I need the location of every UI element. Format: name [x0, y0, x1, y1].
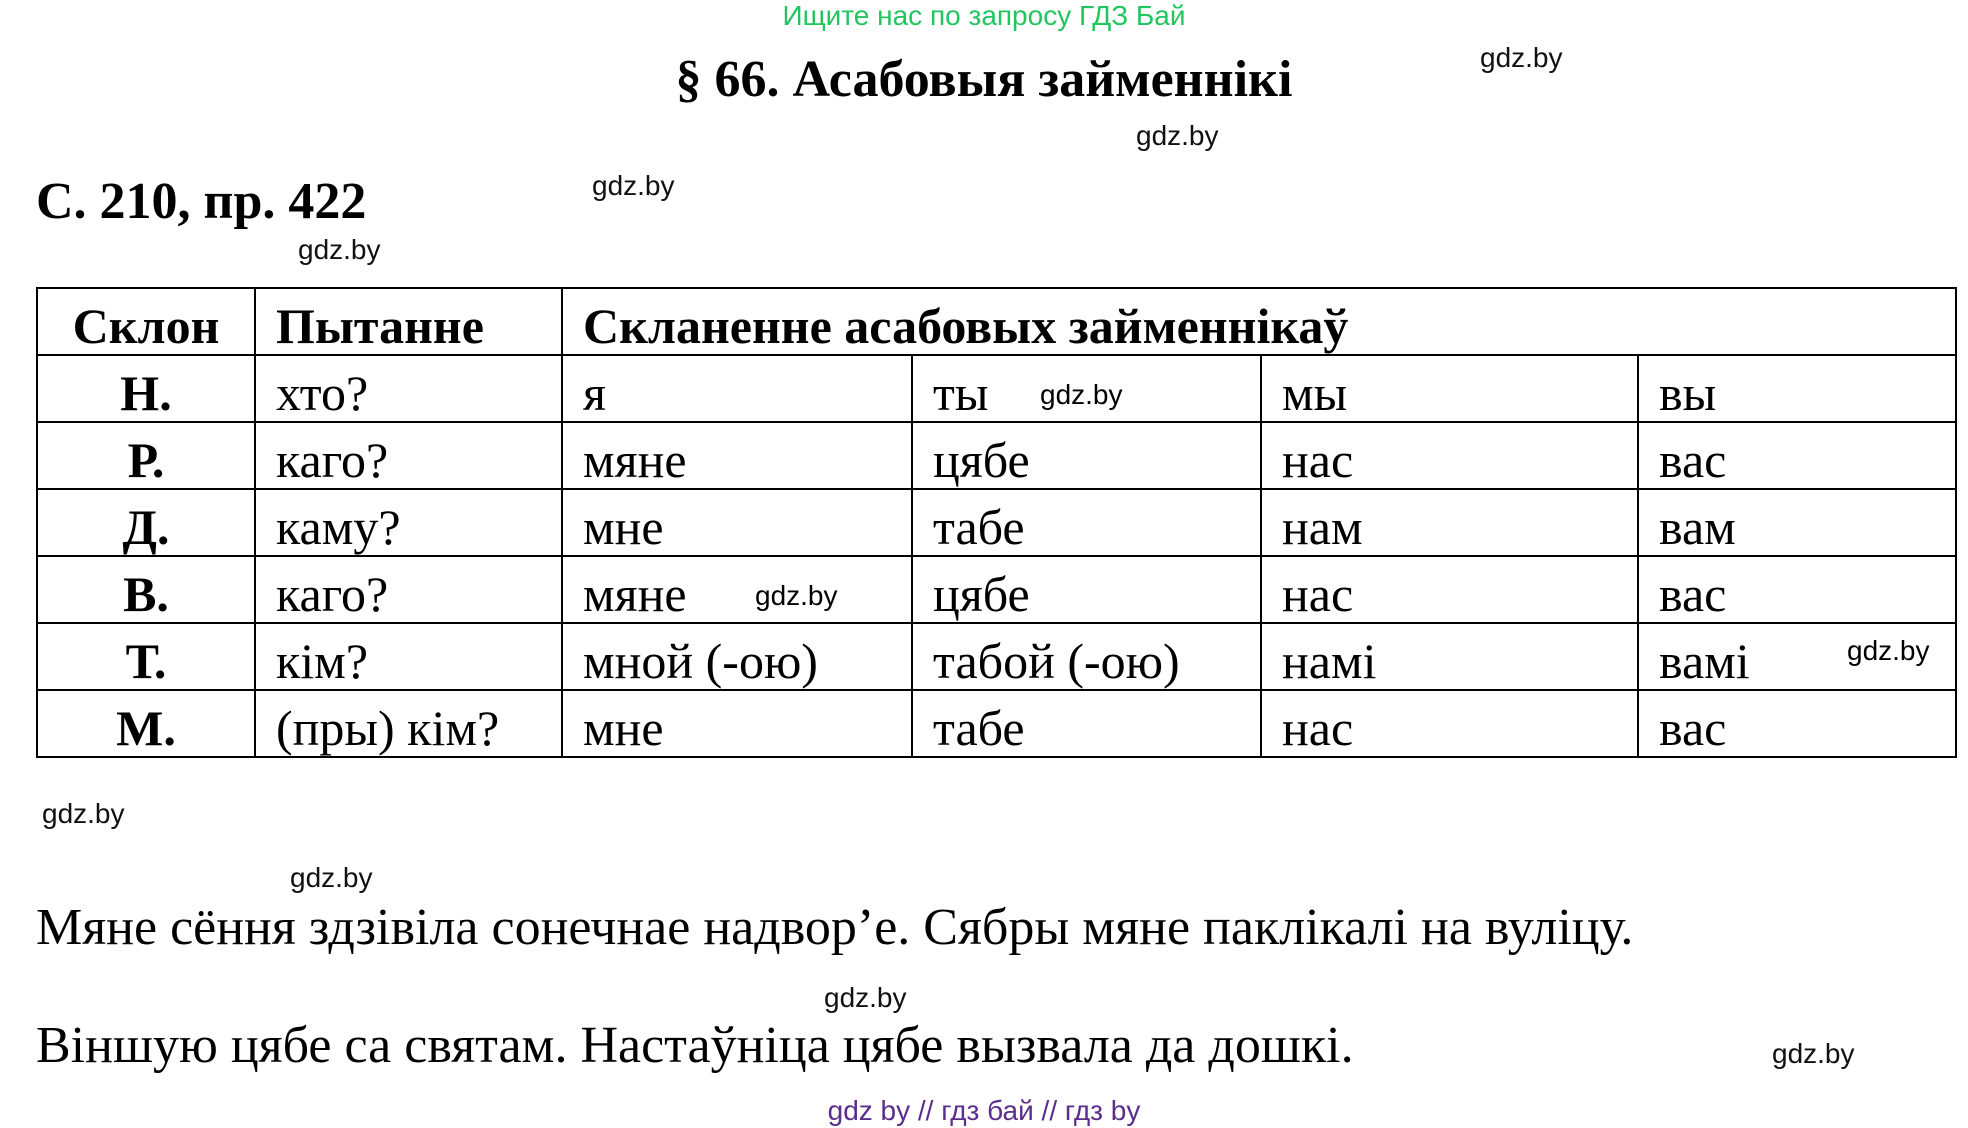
- declension-table: [36, 287, 1957, 758]
- pronoun-cell-ya: мне: [562, 690, 912, 757]
- pronoun-cell-my: нас: [1261, 556, 1638, 623]
- pronoun-cell-vy: вас: [1638, 422, 1956, 489]
- table-row: [37, 690, 1956, 757]
- pronoun-cell-my: нас: [1261, 422, 1638, 489]
- watermark: gdz.by: [1772, 1038, 1855, 1069]
- table-row: [37, 489, 1956, 556]
- pronoun-cell-ya: я: [562, 355, 912, 422]
- table-row: [37, 355, 1956, 422]
- exercise-title: С. 210, пр. 422: [36, 173, 367, 230]
- pronoun-text: мяне: [583, 566, 687, 622]
- pronoun-cell-ty: табе: [912, 489, 1261, 556]
- case-cell: В.: [37, 556, 255, 623]
- pronoun-cell-ya: мной (-ою): [562, 623, 912, 690]
- header-declension: Скланенне асабовых займеннікаў: [562, 288, 1956, 355]
- case-cell: Т.: [37, 623, 255, 690]
- question-cell: каго?: [255, 556, 562, 623]
- pronoun-text: вамі: [1659, 633, 1750, 689]
- pronoun-text: ты: [933, 365, 989, 421]
- table-row: [37, 422, 1956, 489]
- watermark: gdz.by: [755, 580, 838, 612]
- case-cell: Н.: [37, 355, 255, 422]
- question-cell: каго?: [255, 422, 562, 489]
- table-row: [37, 556, 1956, 623]
- pronoun-cell-ty: [912, 355, 1261, 422]
- pronoun-cell-my: мы: [1261, 355, 1638, 422]
- watermark: gdz.by: [298, 234, 381, 265]
- pronoun-cell-vy: вы: [1638, 355, 1956, 422]
- watermark: gdz.by: [1847, 635, 1930, 667]
- watermark: gdz.by: [42, 798, 125, 829]
- top-banner: Ищите нас по запросу ГДЗ Бай: [782, 0, 1186, 31]
- question-cell: кім?: [255, 623, 562, 690]
- watermark: gdz.by: [1040, 379, 1123, 411]
- pronoun-cell-ya: мяне: [562, 422, 912, 489]
- header-case: Склон: [37, 288, 255, 355]
- pronoun-cell-my: нас: [1261, 690, 1638, 757]
- header-question: Пытанне: [255, 288, 562, 355]
- pronoun-cell-ya: мне: [562, 489, 912, 556]
- pronoun-cell-ty: цябе: [912, 556, 1261, 623]
- example-sentence-2: Віншую цябе са святам. Настаўніца цябе вызвала да дошкі.: [36, 1017, 1354, 1074]
- case-cell: Д.: [37, 489, 255, 556]
- question-cell: хто?: [255, 355, 562, 422]
- example-sentence-1: Мяне сёння здзівіла сонечнае надвор’е. Сябры мяне паклікалі на вуліцу.: [36, 899, 1634, 956]
- pronoun-cell-my: нам: [1261, 489, 1638, 556]
- table-row: [37, 623, 1956, 690]
- pronoun-cell-vy: вас: [1638, 690, 1956, 757]
- watermark: gdz.by: [1136, 120, 1219, 151]
- pronoun-cell-ty: табой (-ою): [912, 623, 1261, 690]
- pronoun-cell-vy: вам: [1638, 489, 1956, 556]
- pronoun-cell-ty: табе: [912, 690, 1261, 757]
- case-cell: Р.: [37, 422, 255, 489]
- pronoun-cell-ya: [562, 556, 912, 623]
- pronoun-cell-vy: вас: [1638, 556, 1956, 623]
- case-cell: М.: [37, 690, 255, 757]
- watermark: gdz.by: [290, 862, 373, 893]
- pronoun-cell-vy: [1638, 623, 1956, 690]
- question-cell: (пры) кім?: [255, 690, 562, 757]
- pronoun-cell-ty: цябе: [912, 422, 1261, 489]
- watermark: gdz.by: [1480, 42, 1563, 73]
- page-title: § 66. Асабовыя займеннікі: [675, 51, 1293, 108]
- watermark: gdz.by: [592, 170, 675, 201]
- watermark: gdz.by: [824, 982, 907, 1013]
- question-cell: каму?: [255, 489, 562, 556]
- pronoun-cell-my: намі: [1261, 623, 1638, 690]
- table-header-row: [37, 288, 1956, 355]
- footer-watermark: gdz by // гдз бай // гдз by: [827, 1095, 1141, 1126]
